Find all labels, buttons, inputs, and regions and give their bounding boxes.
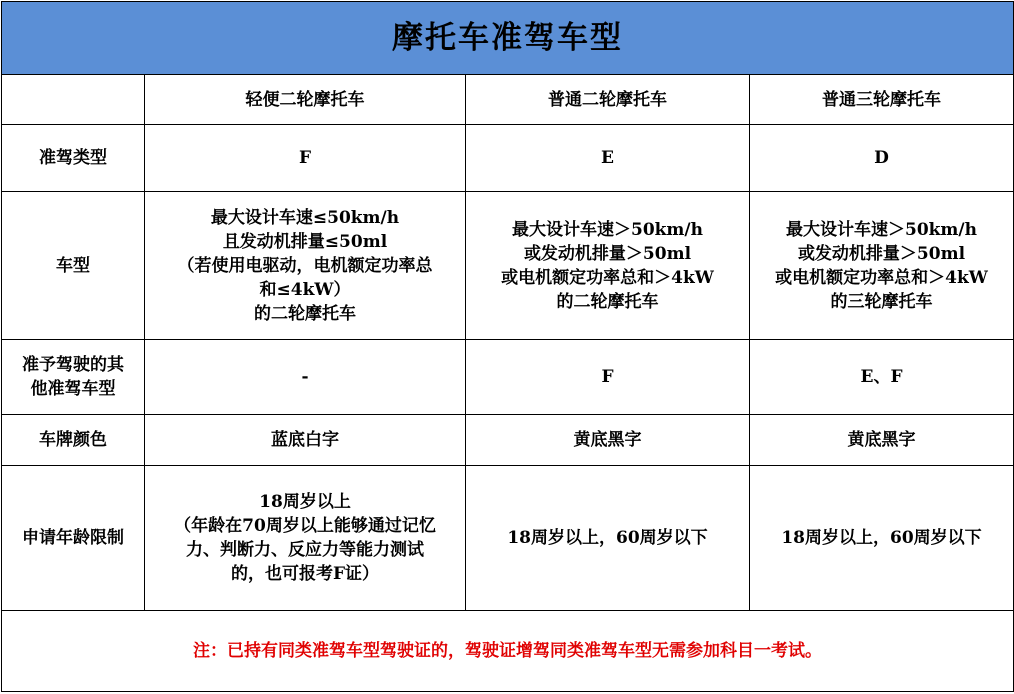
cell-line: 最大设计车速≤50km/h — [210, 207, 400, 228]
title-row — [2, 2, 1014, 75]
cell-vehicle-type-light-two — [145, 192, 466, 340]
cell-line: 或发动机排量＞50ml — [523, 243, 692, 264]
cell-line: D — [874, 148, 889, 168]
cell-vehicle-type-three — [750, 192, 1014, 340]
cell-line: 且发动机排量≤50ml — [222, 231, 388, 252]
cell-line: 的二轮摩托车 — [556, 291, 659, 312]
cell-age-limit-two — [466, 466, 750, 611]
cell-line: F — [601, 367, 614, 387]
cell-license-class-two — [466, 125, 750, 192]
row-label-license-class — [2, 125, 145, 192]
cell-other-classes-light-two — [145, 340, 466, 415]
license-type-document — [1, 1, 1013, 692]
header-row — [2, 75, 1014, 125]
footnote: 注：已持有同类准驾车型驾驶证的，驾驶证增驾同类准驾车型无需参加科目一考试。 — [2, 611, 1014, 692]
cell-license-class-three — [750, 125, 1014, 192]
cell-line: 18周岁以上，60周岁以下 — [781, 528, 982, 548]
header-cell-light-two-wheel: 轻便二轮摩托车 — [145, 75, 466, 125]
row-label-age-limit — [2, 466, 145, 611]
cell-plate-color-light-two — [145, 415, 466, 466]
cell-line: 和≤4kW） — [259, 279, 351, 300]
table-title: 摩托车准驾车型 — [2, 2, 1014, 75]
row-label-line: 车牌颜色 — [39, 430, 107, 450]
table-row-plate-color — [2, 415, 1014, 466]
cell-line: 或发动机排量＞50ml — [797, 243, 966, 264]
cell-vehicle-type-two — [466, 192, 750, 340]
cell-line: 18周岁以上，60周岁以下 — [507, 528, 708, 548]
header-cell-ordinary-three-wheel: 普通三轮摩托车 — [750, 75, 1014, 125]
cell-line: 最大设计车速＞50km/h — [786, 219, 977, 240]
row-label-plate-color — [2, 415, 145, 466]
header-cell-ordinary-two-wheel: 普通二轮摩托车 — [466, 75, 750, 125]
cell-other-classes-three — [750, 340, 1014, 415]
cell-line: E — [601, 148, 614, 168]
header-cell-empty — [2, 75, 145, 125]
row-label-other-classes — [2, 340, 145, 415]
cell-line: 黄底黑字 — [573, 430, 642, 450]
cell-age-limit-three — [750, 466, 1014, 611]
cell-line: 或电机额定功率总和＞4kW — [775, 267, 988, 288]
cell-line: 最大设计车速＞50km/h — [512, 219, 703, 240]
cell-line: 的二轮摩托车 — [254, 303, 356, 324]
cell-line: （年龄在70周岁以上能够通过记忆 — [174, 516, 436, 536]
cell-line: （若使用电驱动，电机额定功率总 — [177, 255, 433, 276]
cell-plate-color-two — [466, 415, 750, 466]
cell-age-limit-light-two — [145, 466, 466, 611]
cell-line: 黄底黑字 — [847, 430, 916, 450]
cell-line: 蓝底白字 — [271, 430, 339, 450]
table-row-other-classes — [2, 340, 1014, 415]
table-row-license-class — [2, 125, 1014, 192]
cell-other-classes-two — [466, 340, 750, 415]
cell-line: F — [298, 148, 312, 168]
row-label-line: 他准驾车型 — [30, 379, 116, 399]
cell-line: - — [301, 367, 309, 387]
note-row — [2, 611, 1014, 692]
table-row-age-limit — [2, 466, 1014, 611]
license-table — [1, 1, 1014, 692]
row-label-line: 准驾类型 — [39, 148, 107, 168]
cell-plate-color-three — [750, 415, 1014, 466]
cell-line: 力、判断力、反应力等能力测试 — [186, 540, 424, 560]
cell-line: 或电机额定功率总和＞4kW — [501, 267, 714, 288]
cell-license-class-light-two — [145, 125, 466, 192]
cell-line: 的三轮摩托车 — [830, 291, 933, 312]
row-label-line: 申请年龄限制 — [22, 528, 124, 548]
row-label-vehicle-type — [2, 192, 145, 340]
table-row-vehicle-type — [2, 192, 1014, 340]
cell-line: 的，也可报考F证） — [230, 564, 380, 584]
row-label-line: 准予驾驶的其 — [22, 355, 124, 375]
cell-line: E、F — [860, 367, 903, 387]
row-label-line: 车型 — [56, 255, 90, 276]
cell-line: 18周岁以上 — [259, 492, 351, 512]
